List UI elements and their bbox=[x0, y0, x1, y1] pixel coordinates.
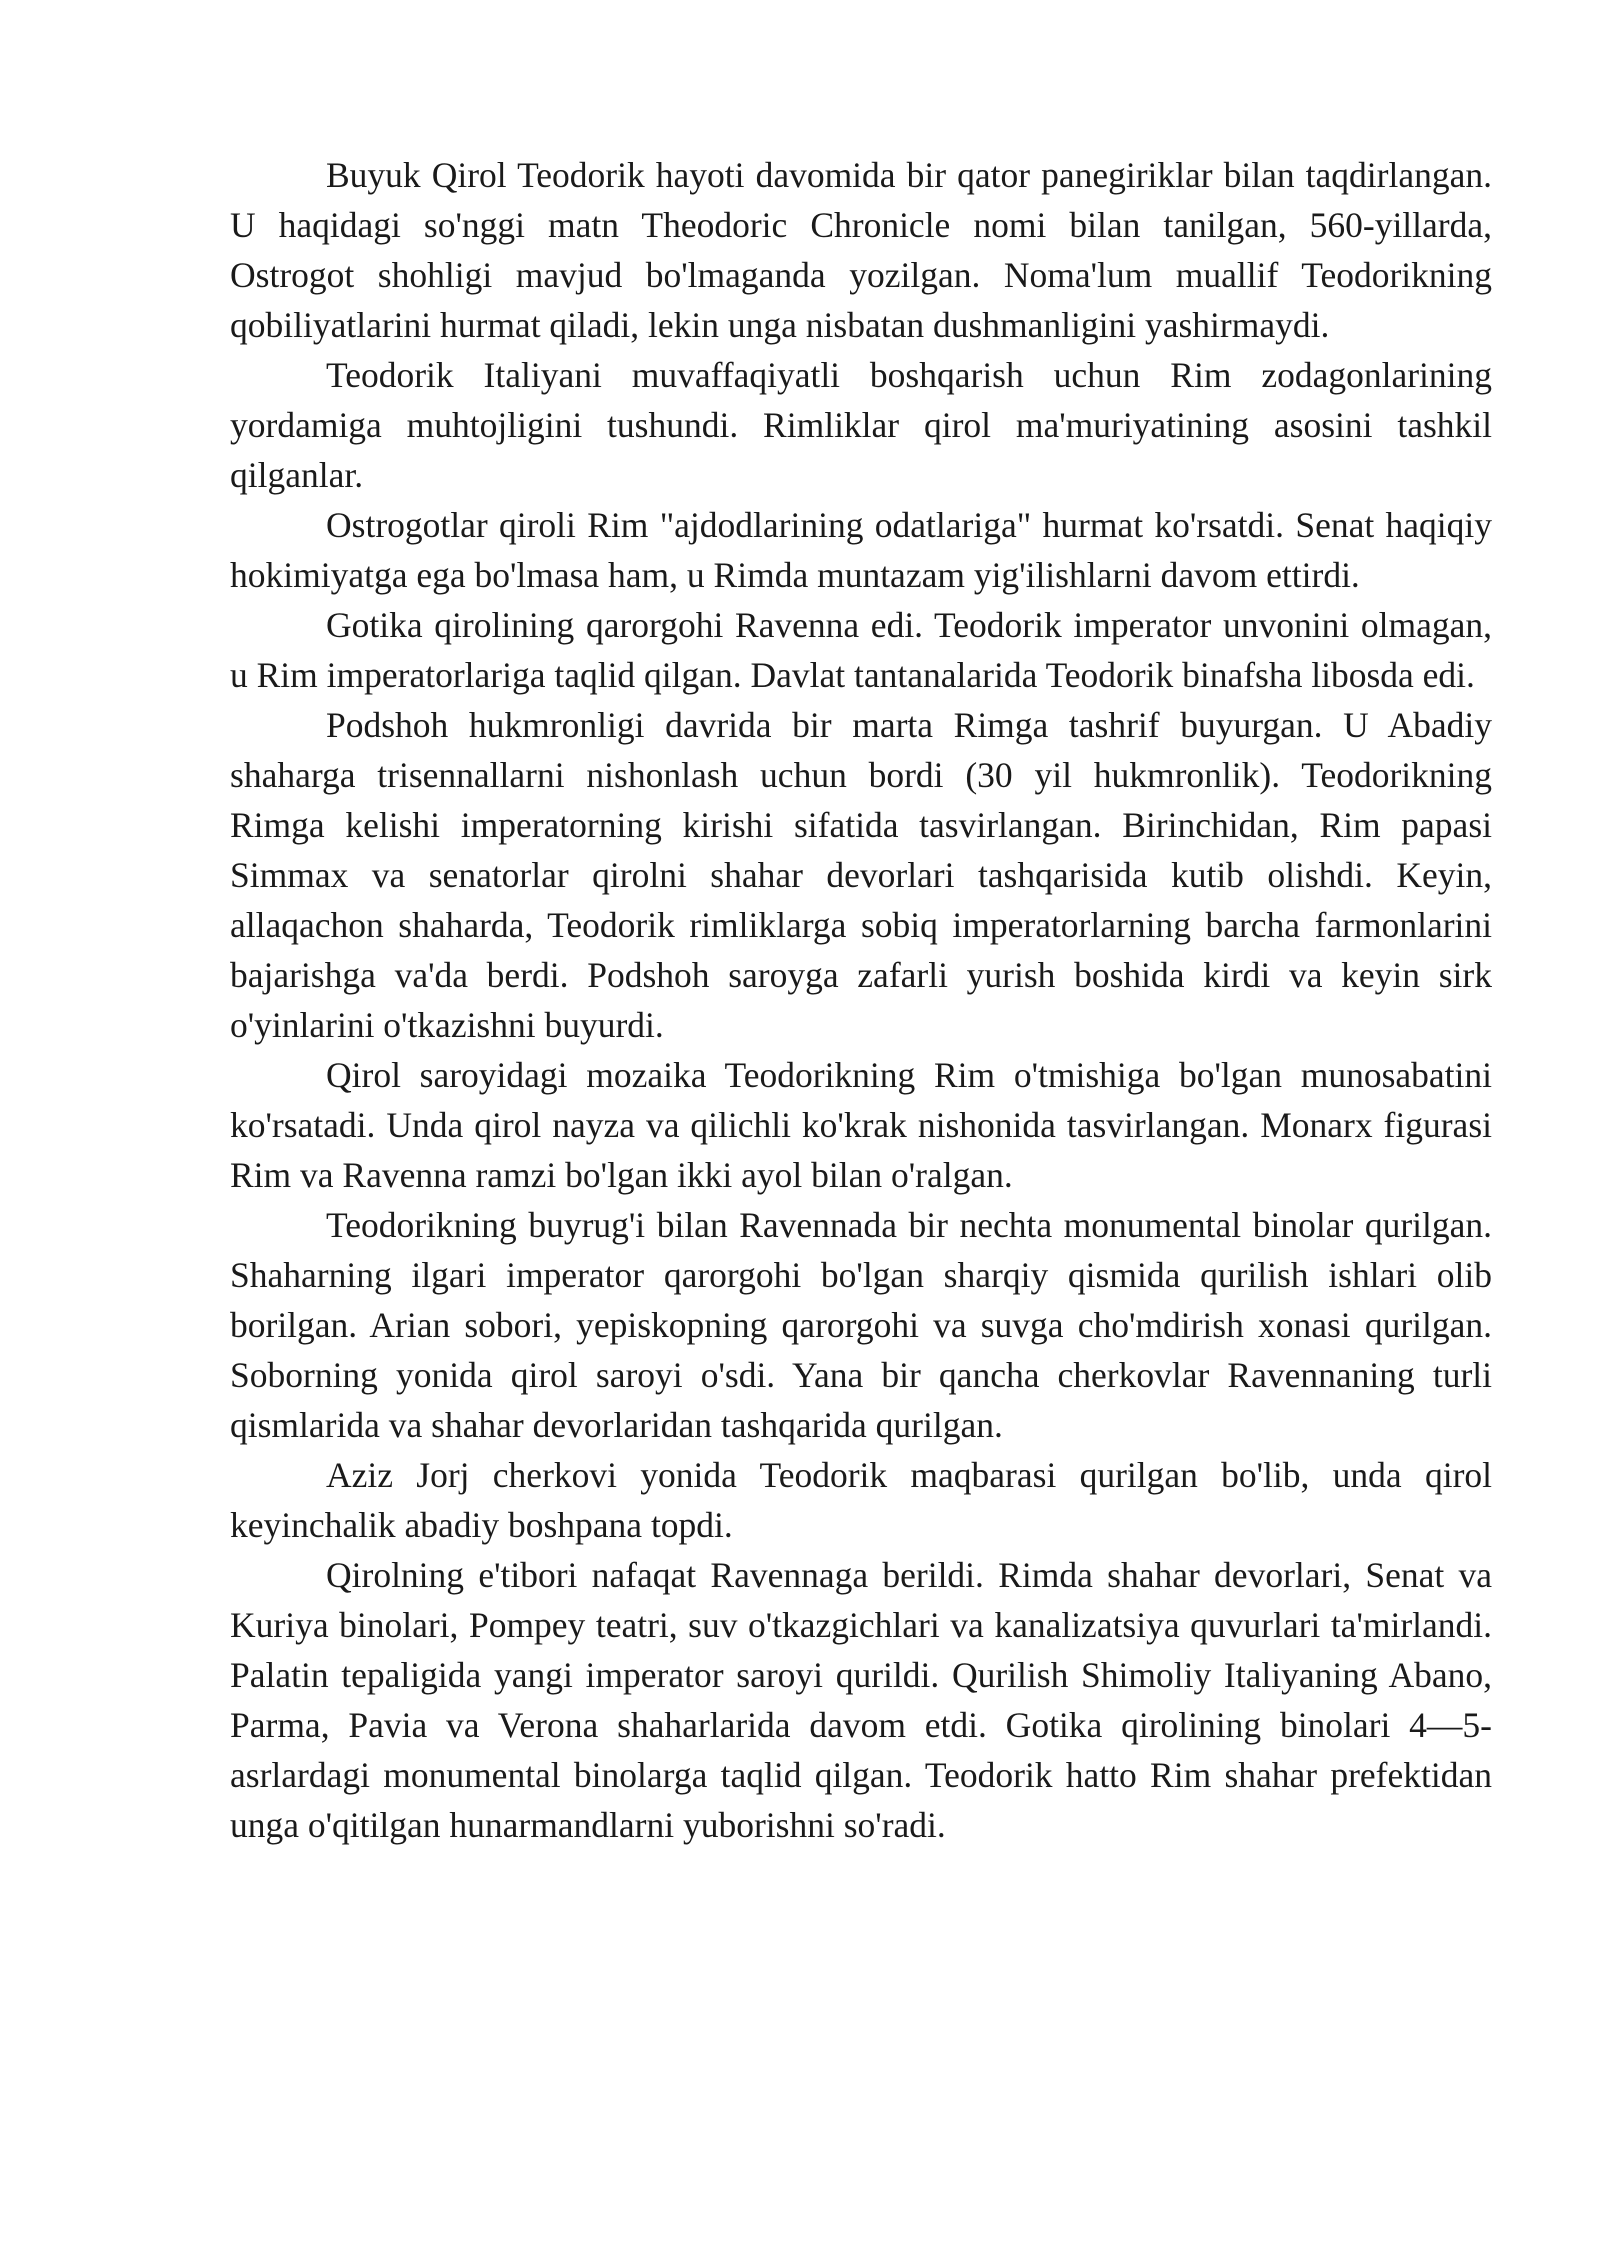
document-page bbox=[230, 150, 1492, 1850]
paragraph-ravenna-buildings: Teodorikning buyrug'i bilan Ravennada bir nechta monumental binolar qurilgan. Shaharning ilgari imperator qarorgohi bo'lgan sharqiy qismida qurilish ishlari olib borilgan. Arian sobori, yepiskopning qarorgohi va suvga cho'mdirish xonasi qurilgan. Soborning yonida qirol saroyi o'sdi. Yana bir qancha cherkovlar Ravennaning turli qismlarida va shahar devorlaridan tashqarida qurilgan. bbox=[230, 1205, 1492, 1445]
paragraph-roman-nobility: Teodorik Italiyani muvaffaqiyatli boshqarish uchun Rim zodagonlarining yordamiga muhtojligini tushundi. Rimliklar qirol ma'muriyatining asosini tashkil qilganlar. bbox=[230, 355, 1492, 495]
paragraph-panegyrics: Buyuk Qirol Teodorik hayoti davomida bir qator panegiriklar bilan taqdirlangan. U haqidagi so'nggi matn Theodoric Chronicle nomi bilan tanilgan, 560-yillarda, Ostrogot shohligi mavjud bo'lmaganda yozilgan. Noma'lum muallif Teodorikning qobiliyatlarini hurmat qiladi, lekin unga nisbatan dushmanligini yashirmaydi. bbox=[230, 155, 1492, 345]
paragraph-construction-works: Qirolning e'tibori nafaqat Ravennaga berildi. Rimda shahar devorlari, Senat va Kuriya binolari, Pompey teatri, suv o'tkazgichlari va kanalizatsiya quvurlari ta'mirlandi. Palatin tepaligida yangi imperator saroyi qurildi. Qurilish Shimoliy Italiyaning Abano, Parma, Pavia va Verona shaharlarida davom etdi. Gotika qirolining binolari 4—5-asrlardagi monumental binolarga taqlid qilgan. Teodorik hatto Rim shahar prefektidan unga o'qitilgan hunarmandlarni yuborishni so'radi. bbox=[230, 1555, 1492, 1845]
paragraph-mosaic: Qirol saroyidagi mozaika Teodorikning Rim o'tmishiga bo'lgan munosabatini ko'rsatadi. Unda qirol nayza va qilichli ko'krak nishonida tasvirlangan. Monarx figurasi Rim va Ravenna ramzi bo'lgan ikki ayol bilan o'ralgan. bbox=[230, 1055, 1492, 1195]
paragraph-ravenna-residence: Gotika qirolining qarorgohi Ravenna edi. Teodorik imperator unvonini olmagan, u Rim imperatorlariga taqlid qilgan. Davlat tantanalarida Teodorik binafsha libosda edi. bbox=[230, 605, 1492, 695]
paragraph-senate: Ostrogotlar qiroli Rim "ajdodlarining odatlariga" hurmat ko'rsatdi. Senat haqiqiy hokimiyatga ega bo'lmasa ham, u Rimda muntazam yig'ilishlarni davom ettirdi. bbox=[230, 505, 1492, 595]
paragraph-mausoleum: Aziz Jorj cherkovi yonida Teodorik maqbarasi qurilgan bo'lib, unda qirol keyinchalik abadiy boshpana topdi. bbox=[230, 1455, 1492, 1545]
paragraph-rome-visit: Podshoh hukmronligi davrida bir marta Rimga tashrif buyurgan. U Abadiy shaharga trisennallarni nishonlash uchun bordi (30 yil hukmronlik). Teodorikning Rimga kelishi imperatorning kirishi sifatida tasvirlangan. Birinchidan, Rim papasi Simmax va senatorlar qirolni shahar devorlari tashqarisida kutib olishdi. Keyin, allaqachon shaharda, Teodorik rimliklarga sobiq imperatorlarning barcha farmonlarini bajarishga va'da berdi. Podshoh saroyga zafarli yurish boshida kirdi va keyin sirk o'yinlarini o'tkazishni buyurdi. bbox=[230, 705, 1492, 1045]
